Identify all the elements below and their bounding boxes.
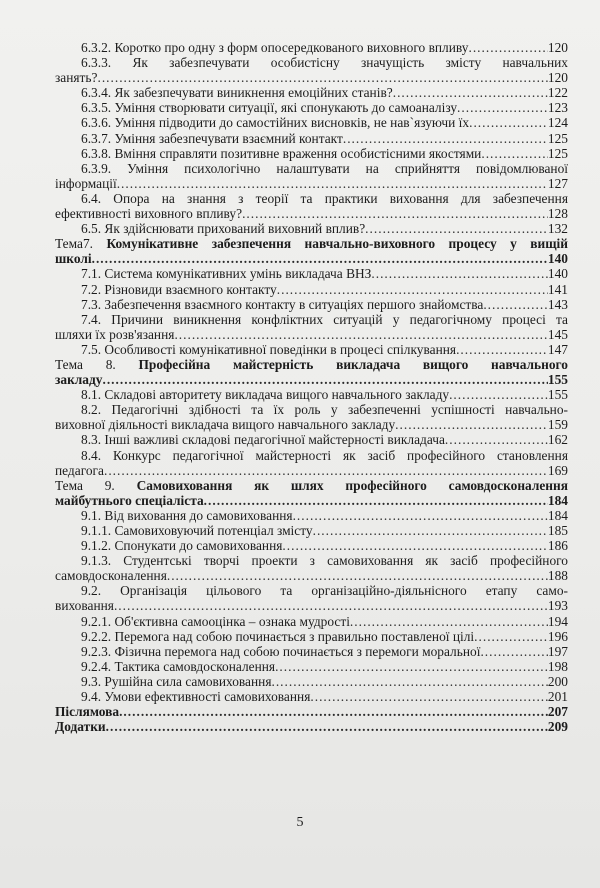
toc-leader-dots (481, 146, 548, 161)
toc-entry-title: Самовиховання як шлях професійного самовдосконалення (136, 477, 568, 493)
toc-page-number: 147 (547, 341, 568, 357)
toc-page-number: 188 (547, 568, 568, 584)
toc-page-number: 143 (547, 296, 568, 312)
toc-entry-title: 8.4. Конкурс педагогічної майстерності як засіб професійного становлення (81, 447, 568, 463)
toc-entry-title: 9.1. Від виховання до самовиховання (81, 507, 293, 523)
toc-leader-dots (92, 251, 548, 266)
toc-entry (55, 131, 568, 146)
toc-entry-title-cont: закладу (55, 372, 103, 388)
toc-entry-title: 9.2.4. Тактика самовдосконалення (81, 658, 276, 674)
toc-entry-title-cont: інформації (55, 175, 117, 191)
toc-leader-dots (271, 674, 547, 689)
toc-entry-title-cont: школі (55, 251, 92, 267)
toc-page-number: 159 (547, 417, 568, 433)
toc-entry-title: 8.3. Інші важливі складові педагогічної майстерності викладача (81, 432, 445, 448)
toc-page-number: 201 (547, 689, 568, 705)
toc-page-number: 124 (547, 115, 568, 131)
toc-entry-title-cont: ефективності виховного впливу? (55, 206, 243, 222)
toc-entry (55, 236, 568, 251)
toc-page-number: 122 (547, 85, 568, 101)
toc-leader-dots (119, 704, 548, 719)
toc-leader-dots (313, 523, 548, 538)
toc-entry (55, 55, 568, 70)
toc-page-number: 125 (547, 145, 568, 161)
toc-leader-dots (106, 719, 548, 734)
toc-entry-title: 6.4. Опора на знання з теорії та практики виховання для забезпечення (81, 190, 568, 206)
toc-page-number: 198 (547, 658, 568, 674)
toc-entry (55, 297, 568, 312)
toc-entry (55, 508, 568, 523)
toc-leader-dots (114, 598, 548, 613)
toc-leader-dots (97, 70, 547, 85)
toc-entry (55, 629, 568, 644)
toc-entry-continuation (55, 568, 568, 583)
toc-entry (55, 478, 568, 493)
toc-entry-continuation (55, 206, 568, 221)
toc-leader-dots (117, 176, 548, 191)
toc-entry (55, 402, 568, 417)
toc-leader-dots (468, 40, 547, 55)
page-number: 5 (296, 815, 304, 830)
toc-entry-continuation (55, 176, 568, 191)
toc-entry (55, 40, 568, 55)
toc-page-number: 197 (547, 643, 568, 659)
toc-leader-dots (445, 432, 548, 447)
toc-entry-title: Додатки (55, 719, 106, 735)
toc-page-number: 120 (547, 70, 568, 86)
toc-entry-title-cont: педагога (55, 462, 104, 478)
toc-page-number: 145 (547, 326, 568, 342)
toc-page-number: 125 (547, 130, 568, 146)
toc-topic-prefix: Тема 8. (55, 356, 139, 372)
toc-entry (55, 704, 568, 719)
toc-entry (55, 312, 568, 327)
toc-leader-dots (104, 463, 548, 478)
toc-entry (55, 357, 568, 372)
toc-entry-title: 6.3.4. Як забезпечувати виникнення емоційних станів? (81, 85, 393, 101)
toc-entry-title: 7.2. Різновиди взаємного контакту (81, 281, 277, 297)
toc-entry-title: 6.3.2. Коротко про одну з форм опосередкованого виховного впливу (81, 40, 469, 55)
toc-page-number: 185 (547, 523, 568, 538)
toc-page-number: 184 (547, 492, 568, 508)
toc-leader-dots (469, 115, 548, 130)
toc-entry-title-cont: шляхи їх розв'язання (55, 326, 175, 342)
toc-leader-dots (474, 629, 548, 644)
toc-leader-dots (282, 538, 547, 553)
toc-page-number: 162 (547, 432, 568, 448)
toc-entry-title: 9.2.2. Перемога над собою починається з правильно поставленої цілі (81, 628, 475, 644)
toc-entry-title: 9.2.3. Фізична перемога над собою починається з перемоги моральної (81, 643, 481, 659)
toc-topic-prefix: Тема7. (55, 236, 107, 252)
toc-entry (55, 659, 568, 674)
toc-entry-title-cont: занять? (55, 70, 98, 86)
toc-page-number: 193 (547, 598, 568, 614)
toc-entry-title: Професійна майстерність викладача вищого навчального (138, 356, 568, 372)
toc-leader-dots (483, 297, 548, 312)
toc-leader-dots (395, 417, 548, 432)
toc-page-number: 196 (547, 628, 568, 644)
toc-entry-continuation (55, 493, 568, 508)
toc-entry-title: 6.3.9. Уміння психологічно налаштувати на сприйняття повідомлюваної (81, 160, 568, 176)
toc-leader-dots (457, 100, 548, 115)
toc-topic-prefix: Тема 9. (55, 477, 137, 493)
toc-entry (55, 523, 568, 538)
toc-page-number: 120 (547, 40, 568, 55)
toc-entry-continuation (55, 327, 568, 342)
toc-page-number: 140 (547, 251, 568, 267)
toc-leader-dots (167, 568, 548, 583)
toc-entry (55, 614, 568, 629)
toc-leader-dots (350, 614, 548, 629)
toc-page-number: 140 (547, 266, 568, 282)
toc-entry-continuation (55, 70, 568, 85)
toc-entry-title: 7.4. Причини виникнення конфліктних ситуацій у педагогічному процесі та (81, 311, 568, 327)
toc-page-number: 123 (547, 100, 568, 116)
toc-leader-dots (449, 387, 548, 402)
toc-leader-dots (365, 221, 548, 236)
toc-page-number: 194 (547, 613, 568, 629)
toc-entry (55, 221, 568, 236)
toc-entry (55, 100, 568, 115)
toc-entry (55, 719, 568, 734)
toc-entry-title: Післямова (55, 704, 120, 720)
toc-entry-continuation (55, 598, 568, 613)
toc-entry-title: 9.4. Умови ефективності самовиховання (81, 689, 311, 705)
toc-page-number: 128 (547, 206, 568, 222)
toc-entry-title: 9.1.1. Самовиховуючий потенціал змісту (81, 523, 313, 538)
toc-page-number: 155 (547, 372, 568, 388)
toc-page-number: 209 (547, 719, 568, 735)
toc-page-number: 207 (547, 704, 568, 720)
toc-entry-title: 7.5. Особливості комунікативної поведінки в процесі спілкування (81, 341, 457, 357)
toc-entry-title: 6.5. Як здійснювати прихований виховний вплив? (81, 221, 366, 237)
toc-entry-title: 9.2.1. Об'єктивна самооцінка – ознака мудрості (81, 613, 350, 629)
toc-leader-dots (480, 644, 547, 659)
toc-entry (55, 161, 568, 176)
toc-entry-title: 9.1.3. Студентські творчі проекти з самовиховання як засіб професійного (81, 553, 568, 569)
toc-entry (55, 432, 568, 447)
toc-leader-dots (393, 85, 548, 100)
toc-page-number: 155 (547, 387, 568, 403)
toc-page-number: 132 (547, 221, 568, 237)
toc-entry-continuation (55, 251, 568, 266)
toc-page-number: 141 (547, 281, 568, 297)
toc-leader-dots (310, 689, 548, 704)
toc-leader-dots (275, 659, 548, 674)
toc-page-number: 200 (547, 673, 568, 689)
toc-entry-title: 6.3.6. Уміння підводити до самостійних висновків, не нав`язуючи їх (81, 115, 470, 131)
toc-entry-title-cont: виховання (55, 598, 114, 614)
toc-entry-title: 6.3.8. Вміння справляти позитивне враження особистісними якостями (81, 145, 482, 161)
toc-leader-dots (174, 327, 547, 342)
toc-leader-dots (102, 372, 547, 387)
toc-leader-dots (343, 131, 548, 146)
toc-entry (55, 674, 568, 689)
toc-entry-continuation (55, 372, 568, 387)
toc-entry (55, 448, 568, 463)
toc-entry-title: 8.2. Педагогічні здібності та їх роль у забезпеченні успішності навчально- (81, 402, 568, 418)
toc-entry-title-cont: майбутнього спеціаліста (55, 492, 204, 508)
toc-entry-title: 7.3. Забезпечення взаємного контакту в ситуаціях першого знайомства (81, 296, 484, 312)
toc-entry-title: 6.3.5. Уміння створювати ситуації, які спонукають до самоаналізу (81, 100, 458, 116)
toc-entry (55, 689, 568, 704)
toc-entry-title: 9.3. Рушійна сила самовиховання (81, 673, 272, 689)
table-of-contents (55, 40, 568, 734)
toc-entry (55, 282, 568, 297)
toc-entry-title: 9.1.2. Спонукати до самовиховання (81, 538, 283, 554)
toc-entry (55, 538, 568, 553)
toc-entry-continuation (55, 463, 568, 478)
toc-entry (55, 266, 568, 281)
toc-entry (55, 644, 568, 659)
toc-entry-continuation (55, 417, 568, 432)
toc-entry (55, 553, 568, 568)
toc-entry (55, 583, 568, 598)
toc-entry-title: 6.3.3. Як забезпечувати особистісну значущість змісту навчальних (81, 55, 568, 71)
toc-leader-dots (204, 493, 548, 508)
toc-entry-title: 8.1. Складові авторитету викладача вищого навчального закладу (81, 387, 450, 403)
toc-page-number: 184 (547, 507, 568, 523)
toc-entry (55, 342, 568, 357)
toc-leader-dots (242, 206, 548, 221)
toc-entry (55, 115, 568, 130)
toc-entry-title: 9.2. Організація цільового та організаційно-діяльнісного етапу само- (81, 583, 568, 599)
toc-leader-dots (456, 342, 548, 357)
toc-entry (55, 387, 568, 402)
toc-page-number: 169 (547, 462, 568, 478)
toc-leader-dots (277, 282, 548, 297)
toc-entry-title: 7.1. Система комунікативних умінь викладача ВНЗ (81, 266, 372, 282)
toc-entry (55, 146, 568, 161)
toc-entry-title-cont: виховної діяльності викладача вищого навчального закладу (55, 417, 396, 433)
toc-page-number: 186 (547, 538, 568, 554)
toc-entry (55, 85, 568, 100)
toc-entry (55, 191, 568, 206)
toc-entry-title-cont: самовдосконалення (55, 568, 167, 584)
toc-leader-dots (371, 266, 548, 281)
toc-entry-title: 6.3.7. Уміння забезпечувати взаємний контакт (81, 130, 343, 146)
toc-page-number: 127 (547, 175, 568, 191)
toc-entry-title: Комунікативне забезпечення навчально-виховного процесу у вищій (106, 236, 568, 252)
toc-leader-dots (293, 508, 548, 523)
